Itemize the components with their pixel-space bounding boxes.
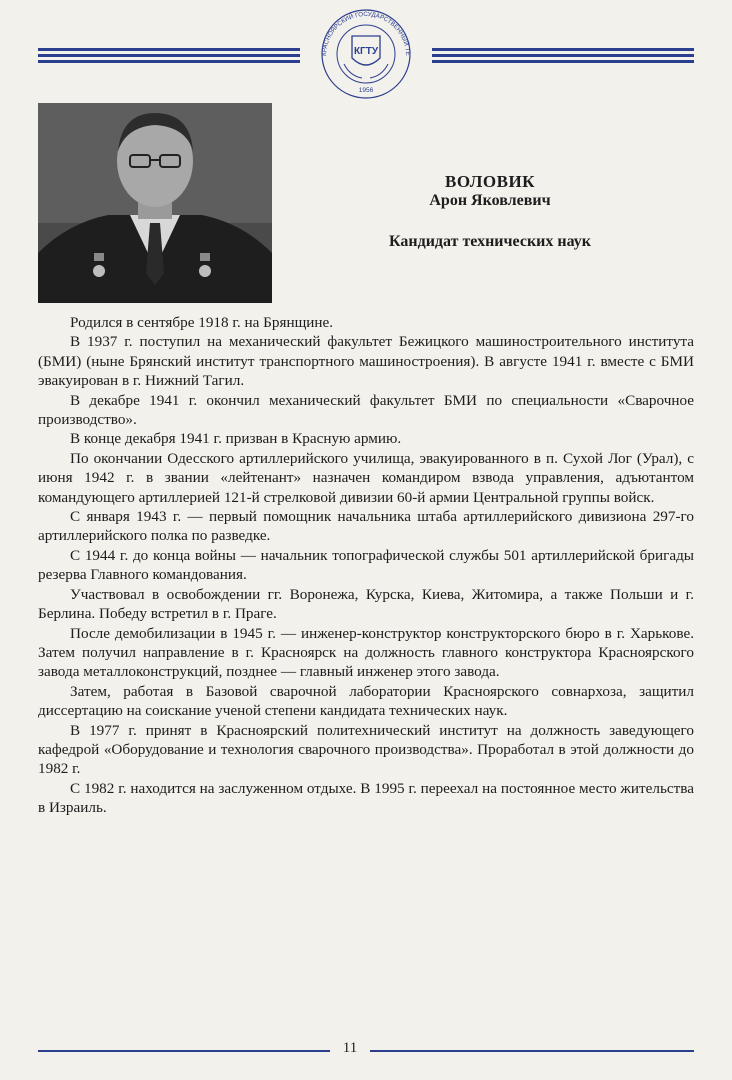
paragraph: Участвовал в освобождении гг. Воронежа, Курска, Киева, Житомира, а также Польши и г. Берлина. Победу встретил в г. Праге.: [38, 585, 694, 623]
footer-rule-left: [38, 1050, 330, 1052]
page-number: 11: [342, 1040, 358, 1056]
paragraph: В конце декабря 1941 г. призван в Красную армию.: [70, 430, 402, 448]
paragraph: В декабре 1941 г. окончил механический факультет БМИ по специальности «Сварочное производство».: [38, 391, 694, 429]
biography-text: [38, 313, 694, 818]
emblem-abbreviation: КГТУ: [353, 46, 379, 57]
person-degree: Кандидат технических наук: [388, 233, 592, 250]
paragraph: В 1937 г. поступил на механический факультет Бежицкого машиностроительного института (БМИ) (ныне Брянский институт транспортного машиностроения). В августе 1941 г. вместе с БМИ эвакуирован в г. Нижний Тагил.: [38, 333, 694, 390]
paragraph: После демобилизации в 1945 г. — инженер-конструктор конструкторского бюро в г. Харькове. Затем получил направление в г. Красноярск на должность главного конструктора Красноярского завода металлоконструкций, позднее — главный инженер этого завода.: [38, 624, 694, 681]
paragraph: Затем, работая в Базовой сварочной лаборатории Красноярского совнархоза, защитил диссертацию на соискание ученой степени кандидата технических наук.: [38, 682, 694, 720]
paragraph: Родился в сентябре 1918 г. на Брянщине.: [70, 314, 334, 331]
person-given-names: Арон Яковлевич: [429, 192, 551, 209]
person-surname: ВОЛОВИК: [445, 172, 535, 191]
portrait-photo: [38, 103, 272, 303]
footer-rule-right: [370, 1050, 694, 1052]
emblem-year: 1956: [358, 87, 374, 94]
paragraph: С 1944 г. до конца войны — начальник топографической службы 501 артиллерийской бригады резерва Главного командования.: [38, 546, 694, 584]
header-rule-right: [432, 48, 694, 66]
paragraph: По окончании Одесского артиллерийского училища, эвакуированного в п. Сухой Лог (Урал), с июня 1942 г. в звании «лейтенант» назначен командиром взвода управления, адъютантом командующего артиллерией 121-й стрелковой дивизии 60-й армии Центральной группы войск.: [38, 449, 694, 506]
paragraph: С января 1943 г. — первый помощник начальника штаба артиллерийского дивизиона 297-го артиллерийского полка по разведке.: [38, 508, 694, 545]
emblem-ring-text: КРАСНОЯРСКИЙ ГОСУДАРСТВЕННЫЙ ТЕ: [320, 10, 412, 57]
paragraph: В 1977 г. принят в Красноярский политехнический институт на должность заведующего кафедрой «Оборудование и технология сварочного производства». Проработал в этой должности до 1982 г.: [38, 721, 694, 778]
header-rule-left: [38, 48, 300, 66]
university-emblem: [302, 4, 430, 102]
paragraph: С 1982 г. находится на заслуженном отдыхе. В 1995 г. переехал на постоянное место жительства в Израиль.: [38, 779, 694, 817]
